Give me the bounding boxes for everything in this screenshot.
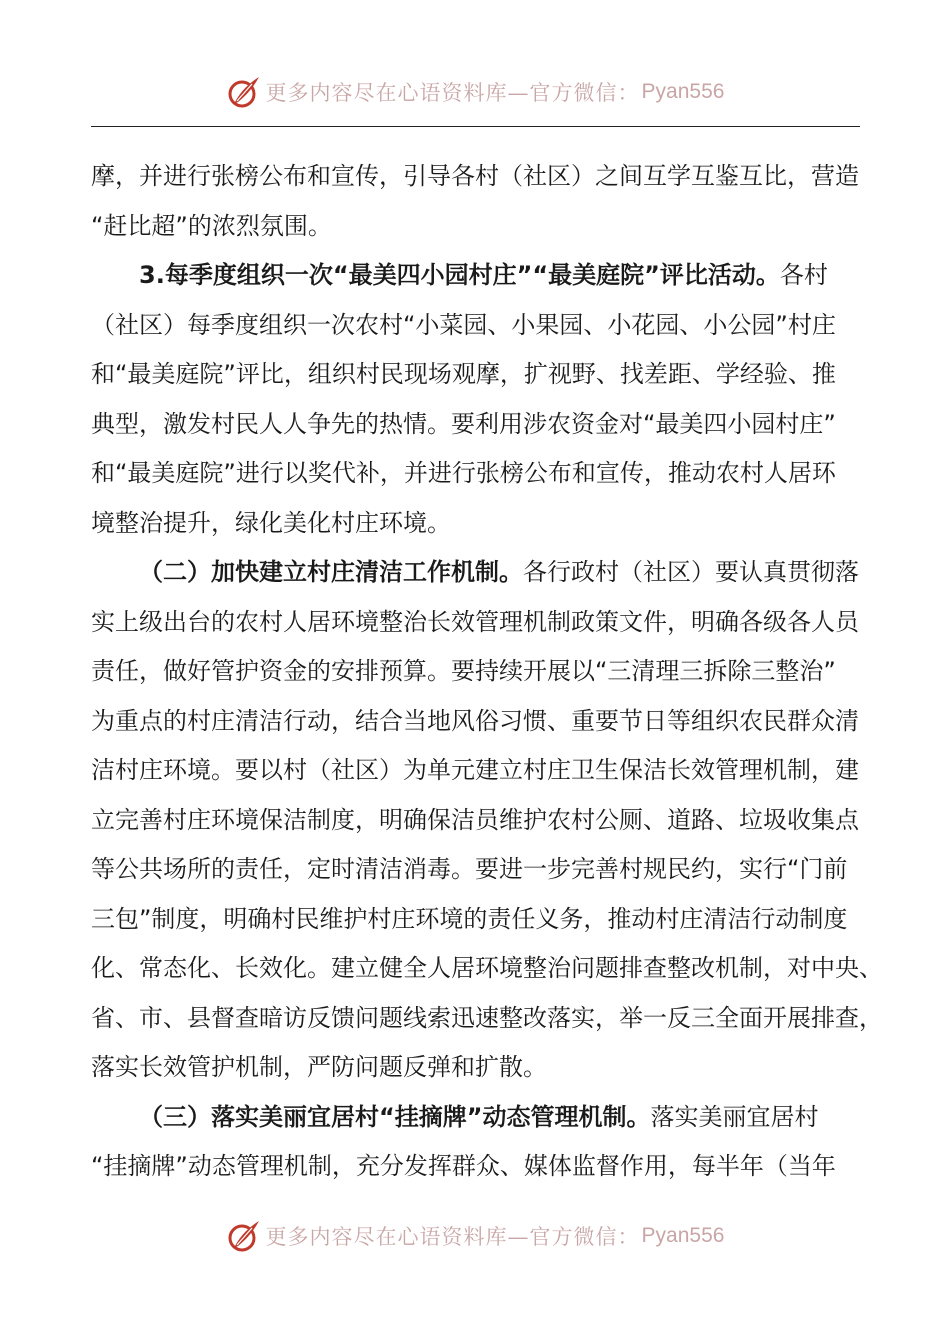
text-line: 和“最美庭院”评比，组织村民现场观摩，扩视野、找差距、学经验、推 [91,360,836,388]
header-banner-id: Pyan556 [641,80,725,103]
text-line [91,548,860,598]
text-line: 立完善村庄环境保洁制度，明确保洁员维护农村公厕、道路、垃圾收集点 [91,805,859,834]
text-line: 化、常态化、长效化。建立健全人居环境整治问题排查整改机制，对中央、 [91,954,883,982]
paragraph-3-lead: 各行政村（社区）要认真贯彻落 [523,558,859,586]
text-line: 省、市、县督查暗访反馈问题线索迅速整改落实，举一反三全面开展排查， [91,1003,883,1032]
header-divider [91,126,860,127]
text-line: （社区）每季度组织一次农村“小菜园、小果园、小花园、小公园”村庄 [91,310,836,339]
text-line: 和“最美庭院”进行以奖代补，并进行张榜公布和宣传，推动农村人居环 [91,459,836,487]
document-body [91,152,883,1192]
paragraph-4-lead: 落实美丽宜居村 [650,1102,819,1131]
text-line: 三包”制度，明确村民维护村庄环境的责任义务，推动村庄清洁行动制度 [91,904,848,933]
paragraph-3 [91,548,883,1093]
text-line [91,251,860,301]
text-line: 实上级出台的农村人居环境整治长效管理机制政策文件，明确各级各人员 [91,607,859,636]
text-line: 为重点的村庄清洁行动，结合当地风俗习惯、重要节日等组织农民群众清 [91,706,859,735]
header-banner [0,72,950,112]
footer-banner-id: Pyan556 [641,1224,725,1247]
paragraph-4 [91,1093,860,1192]
text-line: 等公共场所的责任，定时清洁消毒。要进一步完善村规民约，实行“门前 [91,855,848,883]
footer-banner [0,1216,950,1256]
text-line: “赶比超”的浓烈氛围。 [91,211,332,240]
text-line: 落实长效管护机制，严防问题反弹和扩散。 [91,1053,547,1081]
text-line: 洁村庄环境。要以村（社区）为单元建立村庄卫生保洁长效管理机制，建 [91,756,859,784]
text-line: 典型，激发村民人人争先的热情。要利用涉农资金对“最美四小园村庄” [91,409,836,438]
quill-logo-icon [226,74,262,110]
paragraph-1 [91,152,860,251]
paragraph-4-heading: （三）落实美丽宜居村“挂摘牌”动态管理机制。 [139,1102,651,1131]
paragraph-2-heading: 3.每季度组织一次“最美四小园村庄”“最美庭院”评比活动。 [139,261,780,289]
text-line: “挂摘牌”动态管理机制，充分发挥群众、媒体监督作用，每半年（当年 [91,1152,836,1180]
quill-logo-icon [226,1218,262,1254]
text-line: 摩，并进行张榜公布和宣传，引导各村（社区）之间互学互鉴互比，营造 [91,162,859,190]
text-line: 责任，做好管护资金的安排预算。要持续开展以“三清理三拆除三整治” [91,657,836,685]
text-line [91,1093,860,1143]
footer-banner-text: 更多内容尽在心语资料库—官方微信： [265,1225,640,1249]
header-banner-text: 更多内容尽在心语资料库—官方微信： [265,81,640,105]
paragraph-2 [91,251,860,548]
text-line: 境整治提升，绿化美化村庄环境。 [91,508,451,537]
paragraph-2-lead: 各村 [779,261,828,289]
paragraph-3-heading: （二）加快建立村庄清洁工作机制。 [139,558,523,586]
